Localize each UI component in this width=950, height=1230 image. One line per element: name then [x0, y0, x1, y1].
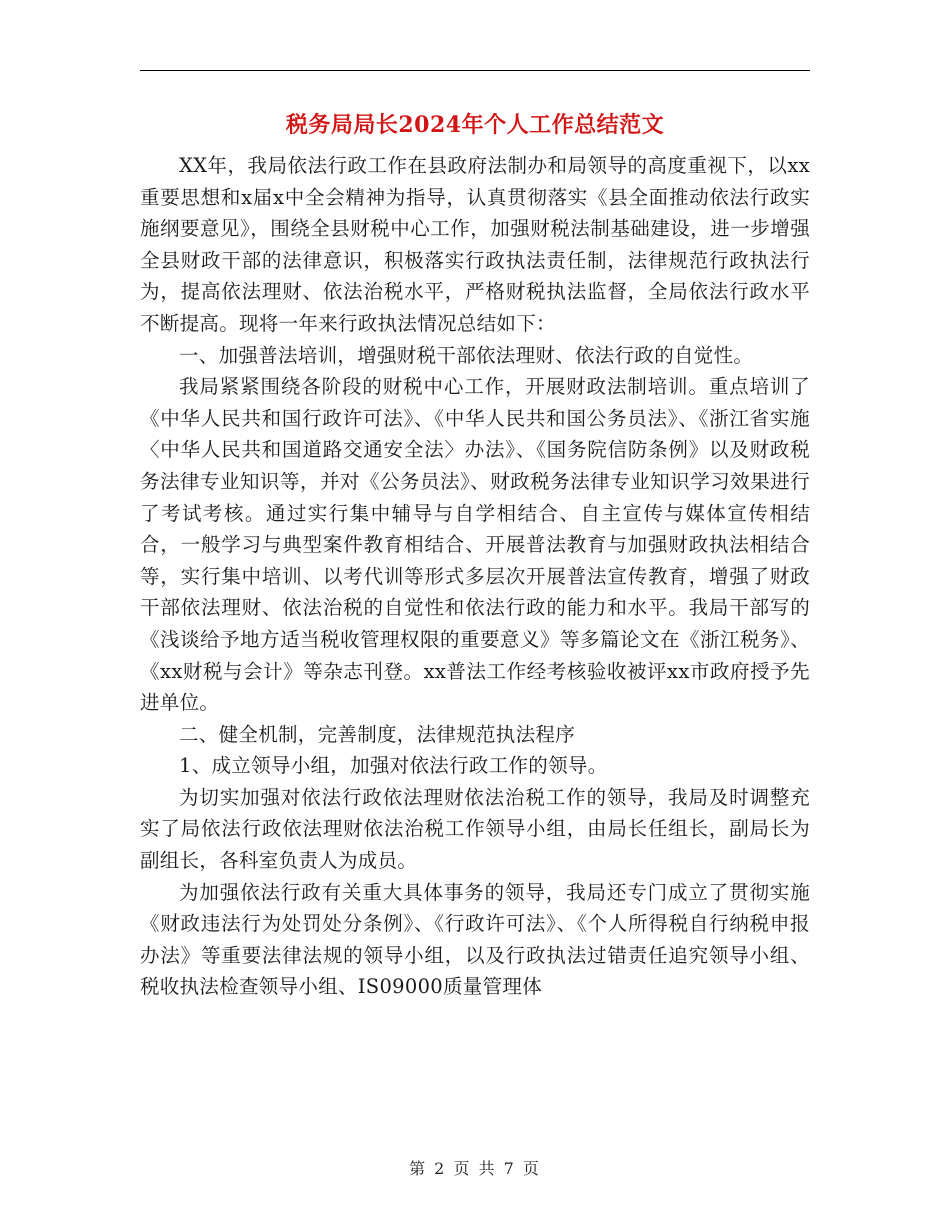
page-number-footer: 第 2 页 共 7 页 — [409, 1159, 541, 1178]
paragraph-training: 我局紧紧围绕各阶段的财税中心工作，开展财政法制培训。重点培训了《中华人民共和国行政许可法》、《中华人民共和国公务员法》、《浙江省实施〈中华人民共和国道路交通安全法〉办法》、《国务院信防条例》以及财政税务法律专业知识等，并对《公务员法》、财政税务法律专业知识学习效果进行了考试考核。通过实行集中辅导与自学相结合、自主宣传与媒体宣传相结合，一般学习与典型案件教育相结合、开展普法教育与加强财政执法相结合等，实行集中培训、以考代训等形式多层次开展普法宣传教育，增强了财政干部依法理财、依法治税的自觉性和依法行政的能力和水平。我局干部写的《浅谈给予地方适当税收管理权限的重要意义》等多篇论文在《浙江税务》、《xx财税与会计》等杂志刊登。xx普法工作经考核验收被评xx市政府授予先进单位。 — [140, 375, 810, 715]
paragraph-special-groups: 为加强依法行政有关重大具体事务的领导，我局还专门成立了贯彻实施《财政违法行为处罚处分条例》、《行政许可法》、《个人所得税自行纳税申报办法》等重要法律法规的领导小组，以及行政执法过错责任追究领导小组、税收执法检查领导小组、IS09000质量管理体 — [140, 880, 810, 999]
section-heading-2: 二、健全机制，完善制度，法律规范执法程序 — [179, 722, 576, 746]
document-body — [140, 150, 810, 1003]
paragraph-leadership-group: 为切实加强对依法行政依法理财依法治税工作的领导，我局及时调整充实了局依法行政依法理财依法治税工作领导小组，由局长任组长，副局长为副组长，各科室负责人为成员。 — [140, 785, 810, 873]
header-rule — [140, 70, 810, 71]
paragraph-intro: XX年，我局依法行政工作在县政府法制办和局领导的高度重视下，以xx重要思想和x届x中全会精神为指导，认真贯彻落实《县全面推动依法行政实施纲要意见》，围绕全县财税中心工作，加强财税法制基础建设，进一步增强全县财政干部的法律意识，积极落实行政执法责任制，法律规范行政执法行为，提高依法理财、依法治税水平，严格财税执法监督，全局依法行政水平不断提高。现将一年来行政执法情况总结如下： — [140, 154, 810, 335]
section-heading-1: 一、加强普法培训，增强财税干部依法理财、依法行政的自觉性。 — [179, 343, 754, 367]
document-title: 税务局局长2024年个人工作总结范文 — [285, 112, 665, 138]
subsection-heading-1: 1、成立领导小组，加强对依法行政工作的领导。 — [179, 754, 608, 778]
